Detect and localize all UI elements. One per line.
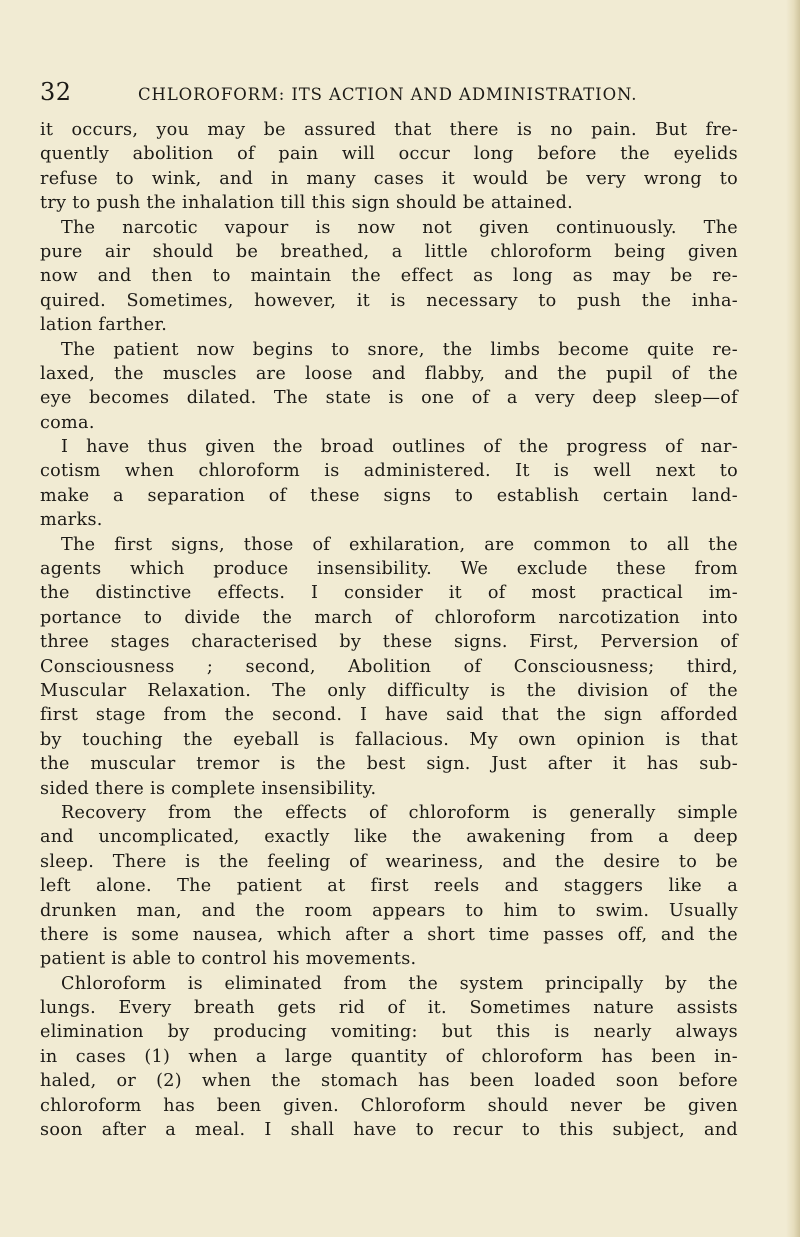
text-line: the muscular tremor is the best sign. Just after it has sub- <box>40 754 738 775</box>
text-line: quired. Sometimes, however, it is necessary to push the inha- <box>40 290 738 311</box>
text-line: Chloroform is eliminated from the system principally by the <box>61 973 738 994</box>
text-line: drunken man, and the room appears to him to swim. Usually <box>40 900 738 921</box>
text-line: try to push the inhalation till this sign should be attained. <box>40 193 574 214</box>
body-text <box>40 118 738 1142</box>
text-line: Consciousness ; second, Abolition of Consciousness; third, <box>40 656 738 677</box>
text-line: pure air should be breathed, a little chloroform being given <box>40 241 738 262</box>
text-line: there is some nausea, which after a short time passes off, and the <box>40 924 738 945</box>
text-line: eye becomes dilated. The state is one of a very deep sleep—of <box>40 388 738 409</box>
text-line: it occurs, you may be assured that there is no pain. But fre- <box>40 120 738 140</box>
text-line: haled, or (2) when the stomach has been loaded soon before <box>40 1071 738 1092</box>
text-line: in cases (1) when a large quantity of chloroform has been in- <box>40 1046 738 1067</box>
text-line: first stage from the second. I have said that the sign afforded <box>40 705 738 726</box>
text-line: make a separation of these signs to establish certain land- <box>40 485 738 506</box>
page-header <box>40 78 740 108</box>
text-line: I have thus given the broad outlines of the progress of nar- <box>61 437 738 458</box>
text-line: soon after a meal. I shall have to recur to this subject, and <box>40 1120 738 1141</box>
text-line: portance to divide the march of chloroform narcotization into <box>40 607 738 628</box>
page-number: 32 <box>40 78 72 106</box>
text-line: by touching the eyeball is fallacious. My own opinion is that <box>40 729 738 750</box>
text-line: The patient now begins to snore, the limbs become quite re- <box>61 339 738 360</box>
text-line: lation farther. <box>40 315 168 336</box>
text-line: Recovery from the effects of chloroform is generally simple <box>61 802 738 823</box>
text-line: the distinctive effects. I consider it of most practical im- <box>40 583 738 604</box>
text-line: lungs. Every breath gets rid of it. Sometimes nature assists <box>40 998 738 1019</box>
text-line: sleep. There is the feeling of weariness, and the desire to be <box>40 851 738 872</box>
text-line: The narcotic vapour is now not given continuously. The <box>61 217 738 238</box>
text-line: left alone. The patient at first reels and staggers like a <box>40 876 738 897</box>
text-line: Muscular Relaxation. The only difficulty is the division of the <box>40 680 738 701</box>
text-line: chloroform has been given. Chloroform should never be given <box>40 1095 738 1116</box>
text-line: patient is able to control his movements. <box>40 949 417 970</box>
text-line: refuse to wink, and in many cases it would be very wrong to <box>40 168 738 189</box>
text-line: elimination by producing vomiting: but this is nearly always <box>40 1022 738 1043</box>
page-edge-shadow <box>786 0 800 1237</box>
text-line: three stages characterised by these signs. First, Perversion of <box>40 632 738 653</box>
text-line: quently abolition of pain will occur long before the eyelids <box>40 144 738 165</box>
text-line: The first signs, those of exhilaration, are common to all the <box>61 534 738 555</box>
text-line: laxed, the muscles are loose and flabby, and the pupil of the <box>40 363 738 384</box>
text-line: marks. <box>40 510 103 531</box>
text-line: cotism when chloroform is administered. It is well next to <box>40 461 738 482</box>
running-head: CHLOROFORM: ITS ACTION AND ADMINISTRATION. <box>138 85 638 104</box>
text-line: now and then to maintain the effect as long as may be re- <box>40 266 738 287</box>
text-line: coma. <box>40 412 95 433</box>
text-line: and uncomplicated, exactly like the awakening from a deep <box>40 827 738 848</box>
text-line: sided there is complete insensibility. <box>40 778 377 799</box>
text-line: agents which produce insensibility. We exclude these from <box>40 559 738 580</box>
